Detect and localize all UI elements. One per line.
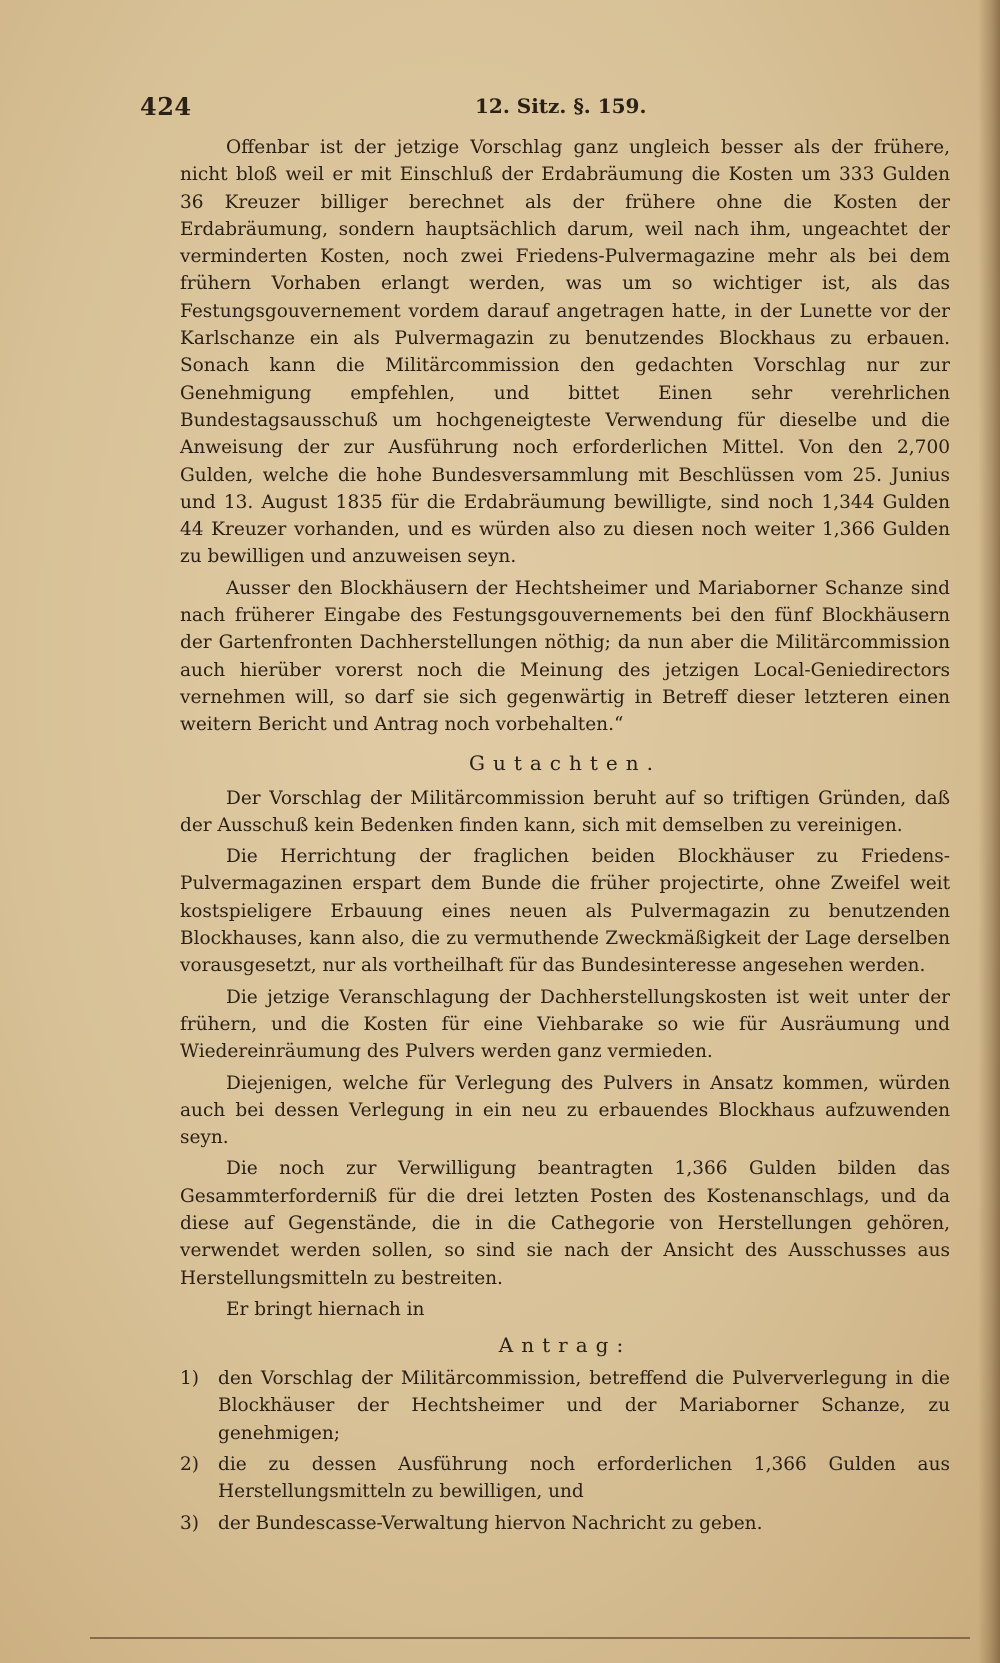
antrag-item	[180, 1451, 950, 1506]
page-edge-shadow	[978, 0, 1000, 1663]
antrag-item-text: die zu dessen Ausführung noch erforderlichen 1,366 Gulden aus Herstellungsmitteln zu bewilligen, und	[218, 1454, 950, 1503]
antrag-item-text: den Vorschlag der Militärcommission, betreffend die Pulververlegung in die Blockhäuser der Hechtsheimer und der Mariaborner Schanze, zu genehmigen;	[218, 1368, 950, 1444]
antrag-item-number: 2)	[180, 1454, 199, 1476]
antrag-heading: Antrag:	[498, 1333, 632, 1358]
antrag-item-number: 1)	[180, 1368, 199, 1390]
page-body	[180, 134, 950, 1541]
antrag-list	[180, 1365, 950, 1537]
paragraph-8: Er bringt hiernach in	[226, 1298, 425, 1320]
antrag-item	[180, 1510, 950, 1537]
antrag-item	[180, 1365, 950, 1447]
paragraph-3: Der Vorschlag der Militärcommission beruht auf so triftigen Gründen, daß der Ausschuß kein Bedenken finden kann, sich mit demselben zu vereinigen.	[180, 787, 950, 836]
running-head: 12. Sitz. §. 159.	[475, 94, 647, 118]
antrag-item-number: 3)	[180, 1512, 199, 1534]
paragraph-7: Die noch zur Verwilligung beantragten 1,366 Gulden bilden das Gesammterforderniß für die drei letzten Posten des Kostenanschlags, und da diese auf Gegenstände, die in die Cathegorie von Herstellungen gehören, verwendet werden sollen, so sind sie nach der Ansicht des Ausschusses aus Herstellungsmitteln zu bestreiten.	[180, 1158, 950, 1289]
paragraph-2: Ausser den Blockhäusern der Hechtsheimer und Mariaborner Schanze sind nach früherer Eingabe des Festungsgouvernements bei den fünf Blockhäusern der Gartenfronten Dachherstellungen nöthig; da nun aber die Militärcommission auch hierüber vorerst noch die Meinung des jetzigen Local-Geniedirectors vernehmen will, so darf sie sich gegenwärtig in Betreff dieser letzteren einen weitern Bericht und Antrag noch vorbehalten.“	[180, 577, 950, 736]
antrag-item-text: der Bundescasse-Verwaltung hiervon Nachricht zu geben.	[218, 1512, 763, 1534]
bottom-rule	[90, 1637, 970, 1645]
gutachten-heading: Gutachten.	[468, 750, 661, 775]
paragraph-4: Die Herrichtung der fraglichen beiden Blockhäuser zu Friedens-Pulvermagazinen erspart dem Bunde die früher projectirte, ohne Zweifel weit kostspieligere Erbauung eines neuen als Pulvermagazin zu benutzenden Blockhauses, kann also, die zu vermuthende Zweckmäßigkeit der Lage derselben vorausgesetzt, nur als vortheilhaft für das Bundesinteresse angesehen werden.	[180, 846, 950, 977]
paragraph-6: Diejenigen, welche für Verlegung des Pulvers in Ansatz kommen, würden auch bei dessen Verlegung in ein neu zu erbauendes Blockhaus aufzuwenden seyn.	[180, 1072, 950, 1149]
paragraph-5: Die jetzige Veranschlagung der Dachherstellungskosten ist weit unter der frühern, und die Kosten für eine Viehbarake so wie für Ausräumung und Wiedereinräumung des Pulvers werden ganz vermieden.	[180, 986, 950, 1063]
paragraph-1: Offenbar ist der jetzige Vorschlag ganz ungleich besser als der frühere, nicht bloß weil er mit Einschluß der Erdabräumung die Kosten um 333 Gulden 36 Kreuzer billiger berechnet als der frühere ohne die Kosten der Erdabräumung, sondern hauptsächlich darum, weil nach ihm, ungeachtet der verminderten Kosten, noch zwei Friedens-Pulvermagazine mehr als bei dem frühern Vorhaben erlangt werden, was um so wichtiger ist, als das Festungsgouvernement vordem darauf angetragen hatte, in der Lunette vor der Karlschanze ein als Pulvermagazin zu benutzendes Blockhaus zu erbauen. Sonach kann die Militärcommission den gedachten Vorschlag nur zur Genehmigung empfehlen, und bittet Einen sehr verehrlichen Bundestagsausschuß um hochgeneigteste Verwendung für dieselbe und die Anweisung der zur Ausführung noch erforderlichen Mittel. Von den 2,700 Gulden, welche die hohe Bundesversammlung mit Beschlüssen vom 25. Junius und 13. August 1835 für die Erdabräumung bewilligte, sind noch 1,344 Gulden 44 Kreuzer vorhanden, und es würden also zu diesen noch weiter 1,366 Gulden zu bewilligen und anzuweisen seyn.	[180, 137, 950, 568]
page-header	[140, 92, 860, 122]
page-number: 424	[140, 92, 192, 121]
